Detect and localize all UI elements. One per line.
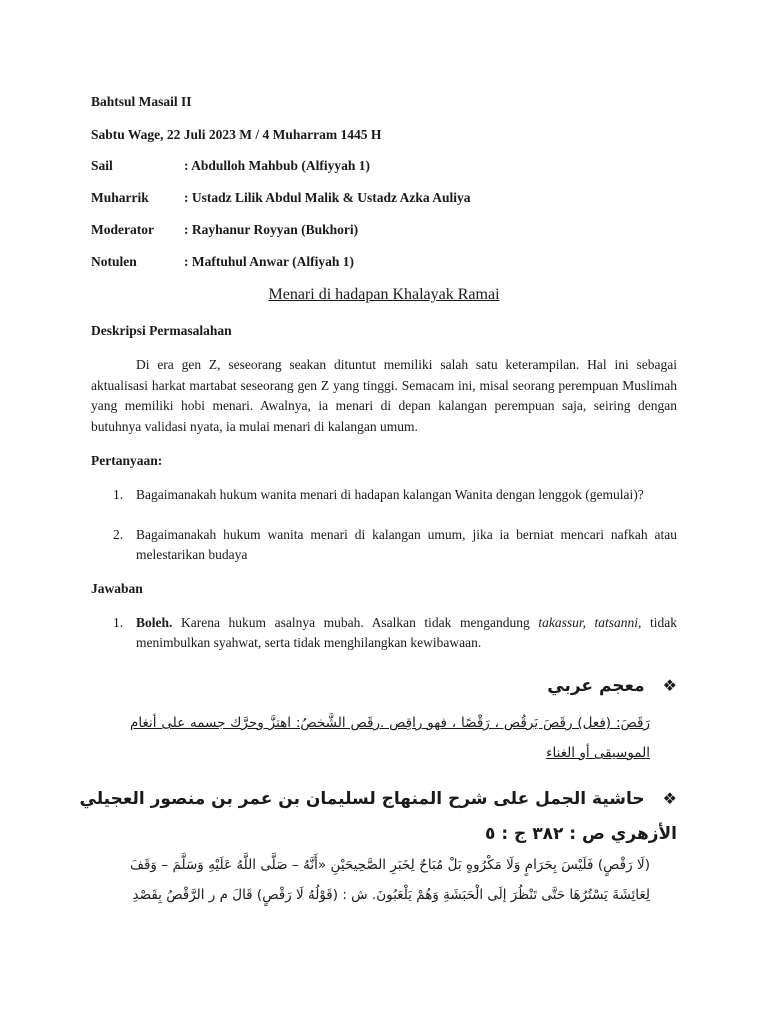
document-title: Bahtsul Masail II — [91, 94, 192, 109]
list-number: 2. — [113, 527, 124, 542]
pertanyaan-heading: Pertanyaan: — [91, 453, 163, 468]
topic-title: Menari di hadapan Khalayak Ramai — [268, 286, 500, 303]
list-number: 1. — [113, 615, 124, 630]
diamond-bullet-icon: ❖ — [662, 789, 677, 808]
reference-1-title: معجم عربي — [547, 676, 645, 696]
diamond-bullet-icon: ❖ — [662, 676, 677, 695]
jawaban-italic-terms: takassur, tatsanni, — [538, 615, 642, 630]
jawaban-text-b: tidak menimbulkan syahwat, serta tidak menghilangkan kewibawaan. — [136, 615, 677, 650]
jawaban-heading: Jawaban — [91, 581, 143, 596]
reference-1-body: رَقَصَ: (فعل) رقَصَ يَرقُص ، رَقْصًا ، فهو راقِص .رقَص الشَّخصُ: اهتزَّ وحرَّك جسمه على أنغام الموسيقى أو الغناء — [130, 715, 650, 761]
jawaban-verdict: Boleh. — [136, 615, 173, 630]
document-date: Sabtu Wage, 22 Juli 2023 M / 4 Muharram 1445 H — [91, 127, 382, 142]
meta-value-sail: : Abdulloh Mahbub (Alfiyyah 1) — [184, 158, 371, 173]
meta-label-notulen: Notulen — [91, 254, 137, 269]
reference-2-title: حاشية الجمل على شرح المنهاج لسليمان بن عمر بن منصور العجيلي الأزهري ص : ٣٨٢ ج : ٥ — [79, 789, 677, 844]
list-number: 1. — [113, 487, 124, 502]
reference-1-header — [77, 676, 677, 696]
meta-value-moderator: : Rayhanur Royyan (Bukhori) — [184, 222, 359, 237]
meta-value-notulen: : Maftuhul Anwar (Alfiyah 1) — [184, 254, 355, 269]
pertanyaan-text: Bagaimanakah hukum wanita menari di hadapan kalangan Wanita dengan lenggok (gemulai)? — [136, 487, 644, 502]
jawaban-text-a: Karena hukum asalnya mubah. Asalkan tidak mengandung — [172, 615, 539, 630]
meta-label-muharrik: Muharrik — [91, 190, 149, 205]
reference-2-header — [77, 782, 677, 852]
meta-label-sail: Sail — [91, 158, 113, 173]
meta-value-muharrik: : Ustadz Lilik Abdul Malik & Ustadz Azka Auliya — [184, 190, 471, 205]
meta-label-moderator: Moderator — [91, 222, 154, 237]
pertanyaan-text: Bagaimanakah hukum wanita menari di kalangan umum, jika ia berniat mencari nafkah atau melestarikan budaya — [136, 527, 677, 562]
reference-2-body: (لَا رَقْصٍ) فَلَيْسَ بِحَرَامٍ وَلَا مَكْرُوهٍ بَلْ مُبَاحٌ لِخَبَرِ الصَّحِيحَيْنِ «أَنَّهُ – صَلَّى اللَّهُ عَلَيْهِ وَسَلَّمَ – وَقَفَ لِعَائِشَةَ يَسْتُرُهَا حَتَّى تَنْظُرَ إلَى الْحَبَشَةِ وَهُمْ يَلْعَبُونَ. ش : (قَوْلُهُ لَا رَقْصٍ) قَالَ م ر الرَّقْصُ بِقَصْدِ — [130, 857, 650, 903]
deskripsi-body: Di era gen Z, seseorang seakan dituntut memiliki salah satu keterampilan. Hal ini sebagai aktualisasi harkat martabat seseorang gen Z yang tinggi. Semacam ini, misal seorang perempuan Muslimah yang memiliki hobi menari. Awalnya, ia menari di depan kalangan perempuan saja, seiring dengan butuhnya validasi nyata, ia mulai menari di kalangan umum. — [91, 357, 677, 434]
deskripsi-heading: Deskripsi Permasalahan — [91, 323, 232, 338]
jawaban-text — [136, 613, 677, 653]
